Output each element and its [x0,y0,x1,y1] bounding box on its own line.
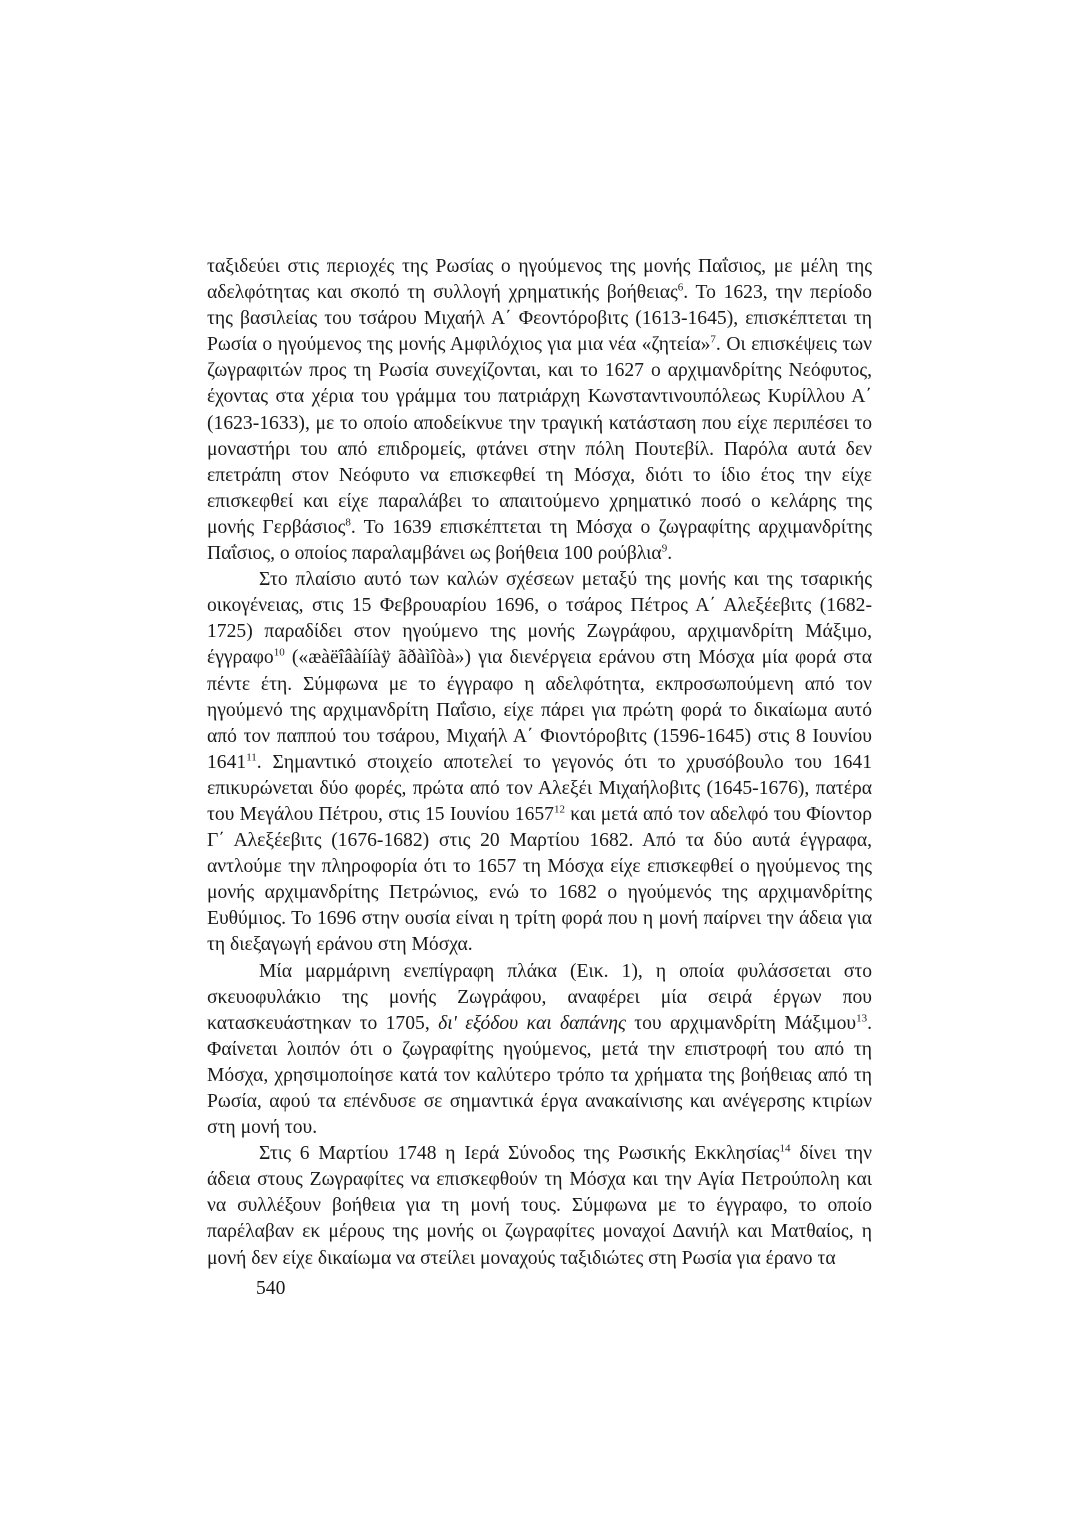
body-text [207,254,872,1272]
text-run: . Το 1639 επισκέπτεται τη Μόσχα ο ζωγραφίτης αρχιμανδρίτης Παΐσιος, ο οποίος παραλαμβάνει ως βοήθεια 100 ρούβλια [207,516,873,565]
footnote-marker: 6 [677,281,684,294]
text-run: δίνει την άδεια στους Ζωγραφίτες να επισκεφθούν τη Μόσχα και την Αγία Πετρούπολη και να συλλέξουν βοήθεια για τη μονή τους. Σύμφωνα με το έγγραφο, το οποίο παρέλαβαν εκ μέρους της μονής οι ζωγραφίτες μοναχοί Δανιήλ και Ματθαίος, η μονή δεν είχε δικαίωμα να στείλει μοναχούς ταξιδιώτες στη Ρωσία για έρανο τα [207,1143,873,1269]
text-run: . Σημαντικό στοιχείο αποτελεί το γεγονός ότι το χρυσόβουλο του 1641 επικυρώνεται δύο φορές, πρώτα από τον Αλεξέι Μιχαήλοβιτς (1645-1676), πατέρα του Μεγάλου Πέτρου, στις 15 Ιουνίου 1657 [207,751,872,825]
footnote-marker: 11 [246,751,257,764]
text-run: . Το 1623, την περίοδο της βασιλείας του τσάρου Μιχαήλ Α΄ Φεοντόροβιτς (1613-1645), επισκέπτεται τη Ρωσία ο ηγούμενος της μονής Αμφιλόχιος για μια νέα «ζητεία» [207,282,873,356]
footnote-marker: 7 [710,333,716,346]
paragraph [207,959,872,1142]
paragraph [207,1141,872,1271]
text-run: . [667,543,673,565]
paragraph [207,254,872,567]
text-run: Μία μαρμάρινη ενεπίγραφη πλάκα (Εικ. 1), η οποία φυλάσσεται στο σκευοφυλάκιο της μονής Ζωγράφου, αναφέρει μία σειρά έργων που κατασκευάστηκαν το 1705, [207,960,872,1034]
footnote-marker: 14 [779,1142,791,1155]
text-run: του αρχιμανδρίτη Μάξιμου [625,1012,857,1034]
text-run: ταξιδεύει στις περιοχές της Ρωσίας ο ηγούμενος της μονής Παΐσιος, με μέλη της αδελφότητας και σκοπό τη συλλογή χρηματικής βοήθειας [207,256,872,304]
footnote-marker: 9 [661,542,668,555]
text-run: . Οι επισκέψεις των ζωγραφιτών προς τη Ρωσία συνεχίζονται, και το 1627 ο αρχιμανδρίτης Νεόφυτος, έχοντας στα χέρια του γράμμα του πατριάρχη Κωνσταντινουπόλεως Κυρίλλου Α΄ (1623-1633), με το οποίο αποδείκνυε την τραγική κατάσταση που είχε περιπέσει το μοναστήρι του από επιδρομείς, φτάνει στην πόλη Πουτεβίλ. Παρόλα αυτά δεν επετράπη στον Νεόφυτο να επισκεφθεί τη Μόσχα, διότι το ίδιο έτος την είχε επισκεφθεί και είχε παραλάβει το απαιτούμενο χρηματικό ποσό ο κελάρης της μονής Γερβάσιος [207,334,872,538]
footnote-marker: 13 [856,1012,868,1025]
footnote-marker: 10 [273,646,285,659]
paragraph [207,567,872,958]
text-run: Στις 6 Μαρτίου 1748 η Ιερά Σύνοδος της Ρωσικής Εκκλησίας [259,1143,780,1165]
footnote-marker: 12 [553,803,565,816]
page-number: 540 [256,1278,286,1299]
text-run: («æàëîâàííàÿ ãðàìîòà») για διενέργεια εράνου στη Μόσχα μία φορά στα πέντε έτη. Σύμφωνα με το έγγραφο η αδελφότητα, εκπροσωπούμενη από τον ηγούμενό της αρχιμανδρίτη Παΐσιο, είχε πάρει για πρώτη φορά το δικαίωμα αυτό από τον παππού του τσάρου, Μιχαήλ Α΄ Φιοντόροβιτς (1596-1645) στις 8 Ιουνίου 1641 [207,647,872,773]
text-run: και μετά από τον αδελφό του Φίοντορ Γ΄ Αλεξέεβιτς (1676-1682) στις 20 Μαρτίου 1682. Από τα δύο αυτά έγγραφα, αντλούμε την πληροφορία ότι το 1657 τη Μόσχα είχε επισκεφθεί ο ηγούμενος της μονής αρχιμανδρίτης Πετρώνιος, ενώ το 1682 ο ηγούμενός της αρχιμανδρίτης Ευθύμιος. Το 1696 στην ουσία είναι η τρίτη φορά που η μονή παίρνει την άδεια για τη διεξαγωγή εράνου στη Μόσχα. [207,803,872,956]
text-run: . Φαίνεται λοιπόν ότι ο ζωγραφίτης ηγούμενος, μετά την επιστροφή του από τη Μόσχα, χρησιμοποίησε κατά τον καλύτερο τρόπο τα χρήματα της βοήθειας από τη Ρωσία, αφού τα επένδυσε σε σημαντικά έργα ανακαίνισης και ανέγερσης κτιρίων στη μονή του. [207,1012,873,1139]
italic-text: δι' εξόδου και δαπάνης [438,1012,626,1034]
footnote-marker: 8 [345,516,351,529]
text-run: Στο πλαίσιο αυτό των καλών σχέσεων μεταξύ της μονής και της τσαρικής οικογένειας, στις 15 Φεβρουαρίου 1696, ο τσάρος Πέτρος Α΄ Αλεξέεβιτς (1682-1725) παραδίδει στον ηγούμενο της μονής Ζωγράφου, αρχιμανδρίτη Μάξιμο, έγγραφο [207,569,872,669]
